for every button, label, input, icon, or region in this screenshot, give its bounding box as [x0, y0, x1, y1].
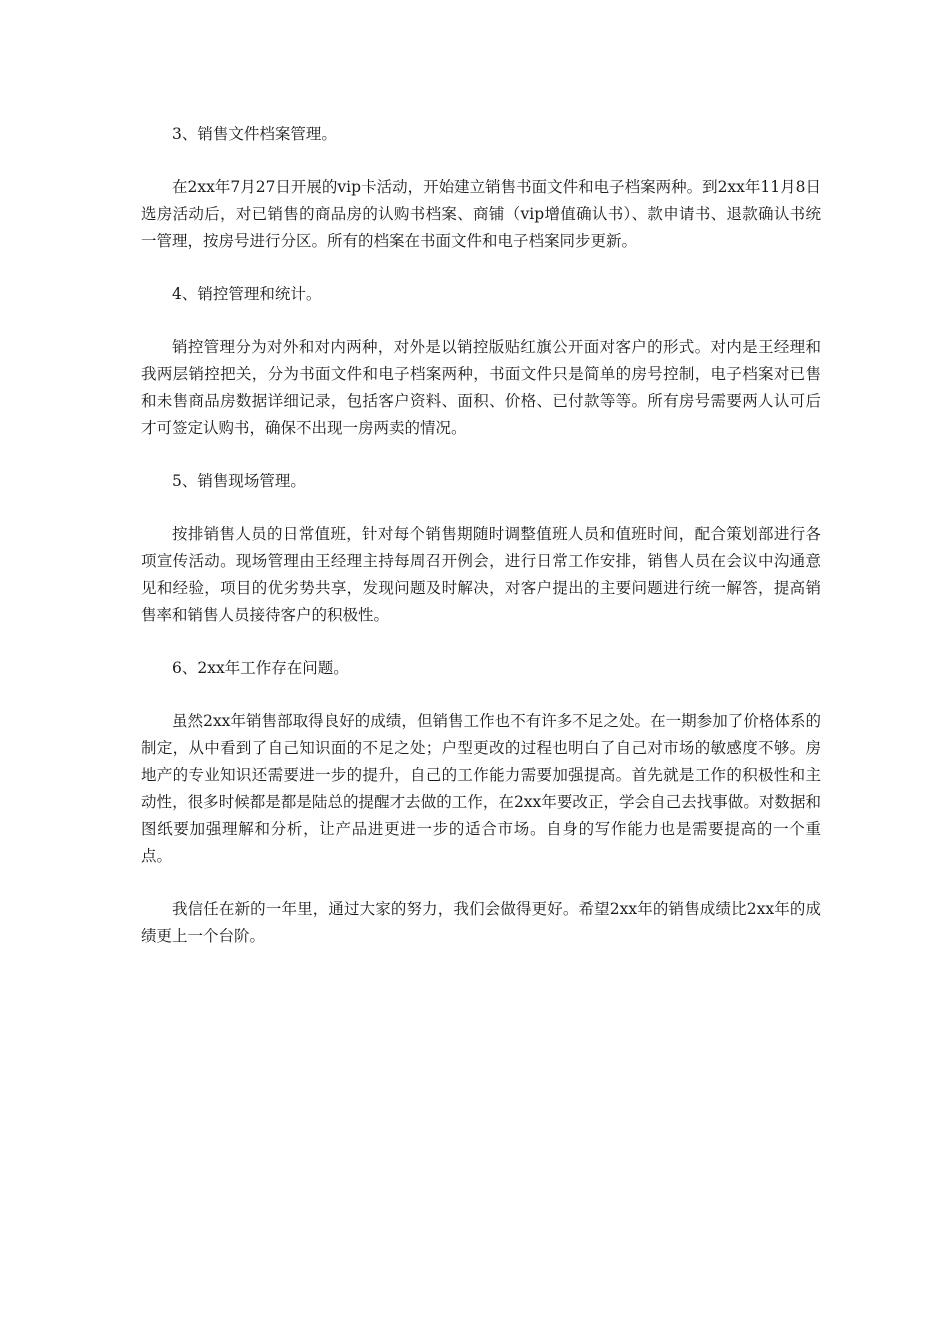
section-heading: 5、销售现场管理。: [172, 472, 306, 490]
section-heading: 6、2xx年工作存在问题。: [172, 659, 349, 677]
section-paragraph: 按排销售人员的日常值班，针对每个销售期随时调整值班人员和值班时间，配合策划部进行各项宣传活动。现场管理由王经理主持每周召开例会，进行日常工作安排，销售人员在会议中沟通意见和经验，项目的优劣势共享，发现问题及时解决，对客户提出的主要问题进行统一解答，提高销售率和销售人员接待客户的积极性。: [141, 525, 821, 624]
closing-paragraph: 我信任在新的一年里，通过大家的努力，我们会做得更好。希望2xx年的销售成绩比2xx年的成绩更上一个台阶。: [141, 900, 821, 945]
section-heading: 3、销售文件档案管理。: [172, 125, 337, 143]
section-paragraph: 在2xx年7月27日开展的vip卡活动，开始建立销售书面文件和电子档案两种。到2xx年11月8日选房活动后，对已销售的商品房的认购书档案、商铺（vip增值确认书）、款申请书、退款确认书统一管理，按房号进行分区。所有的档案在书面文件和电子档案同步更新。: [141, 178, 821, 250]
document-body: [141, 121, 821, 976]
section-paragraph: 销控管理分为对外和对内两种，对外是以销控版贴红旗公开面对客户的形式。对内是王经理和我两层销控把关，分为书面文件和电子档案两种，书面文件只是简单的房号控制，电子档案对已售和未售商品房数据详细记录，包括客户资料、面积、价格、已付款等等。所有房号需要两人认可后才可签定认购书，确保不出现一房两卖的情况。: [141, 338, 821, 437]
section-paragraph: 虽然2xx年销售部取得良好的成绩，但销售工作也不有许多不足之处。在一期参加了价格体系的制定，从中看到了自己知识面的不足之处；户型更改的过程也明白了自己对市场的敏感度不够。房地产的专业知识还需要进一步的提升，自己的工作能力需要加强提高。首先就是工作的积极性和主动性，很多时候都是都是陆总的提醒才去做的工作，在2xx年要改正，学会自己去找事做。对数据和图纸要加强理解和分析，让产品进更进一步的适合市场。自身的写作能力也是需要提高的一个重点。: [141, 712, 821, 865]
section-heading: 4、销控管理和统计。: [172, 285, 322, 303]
